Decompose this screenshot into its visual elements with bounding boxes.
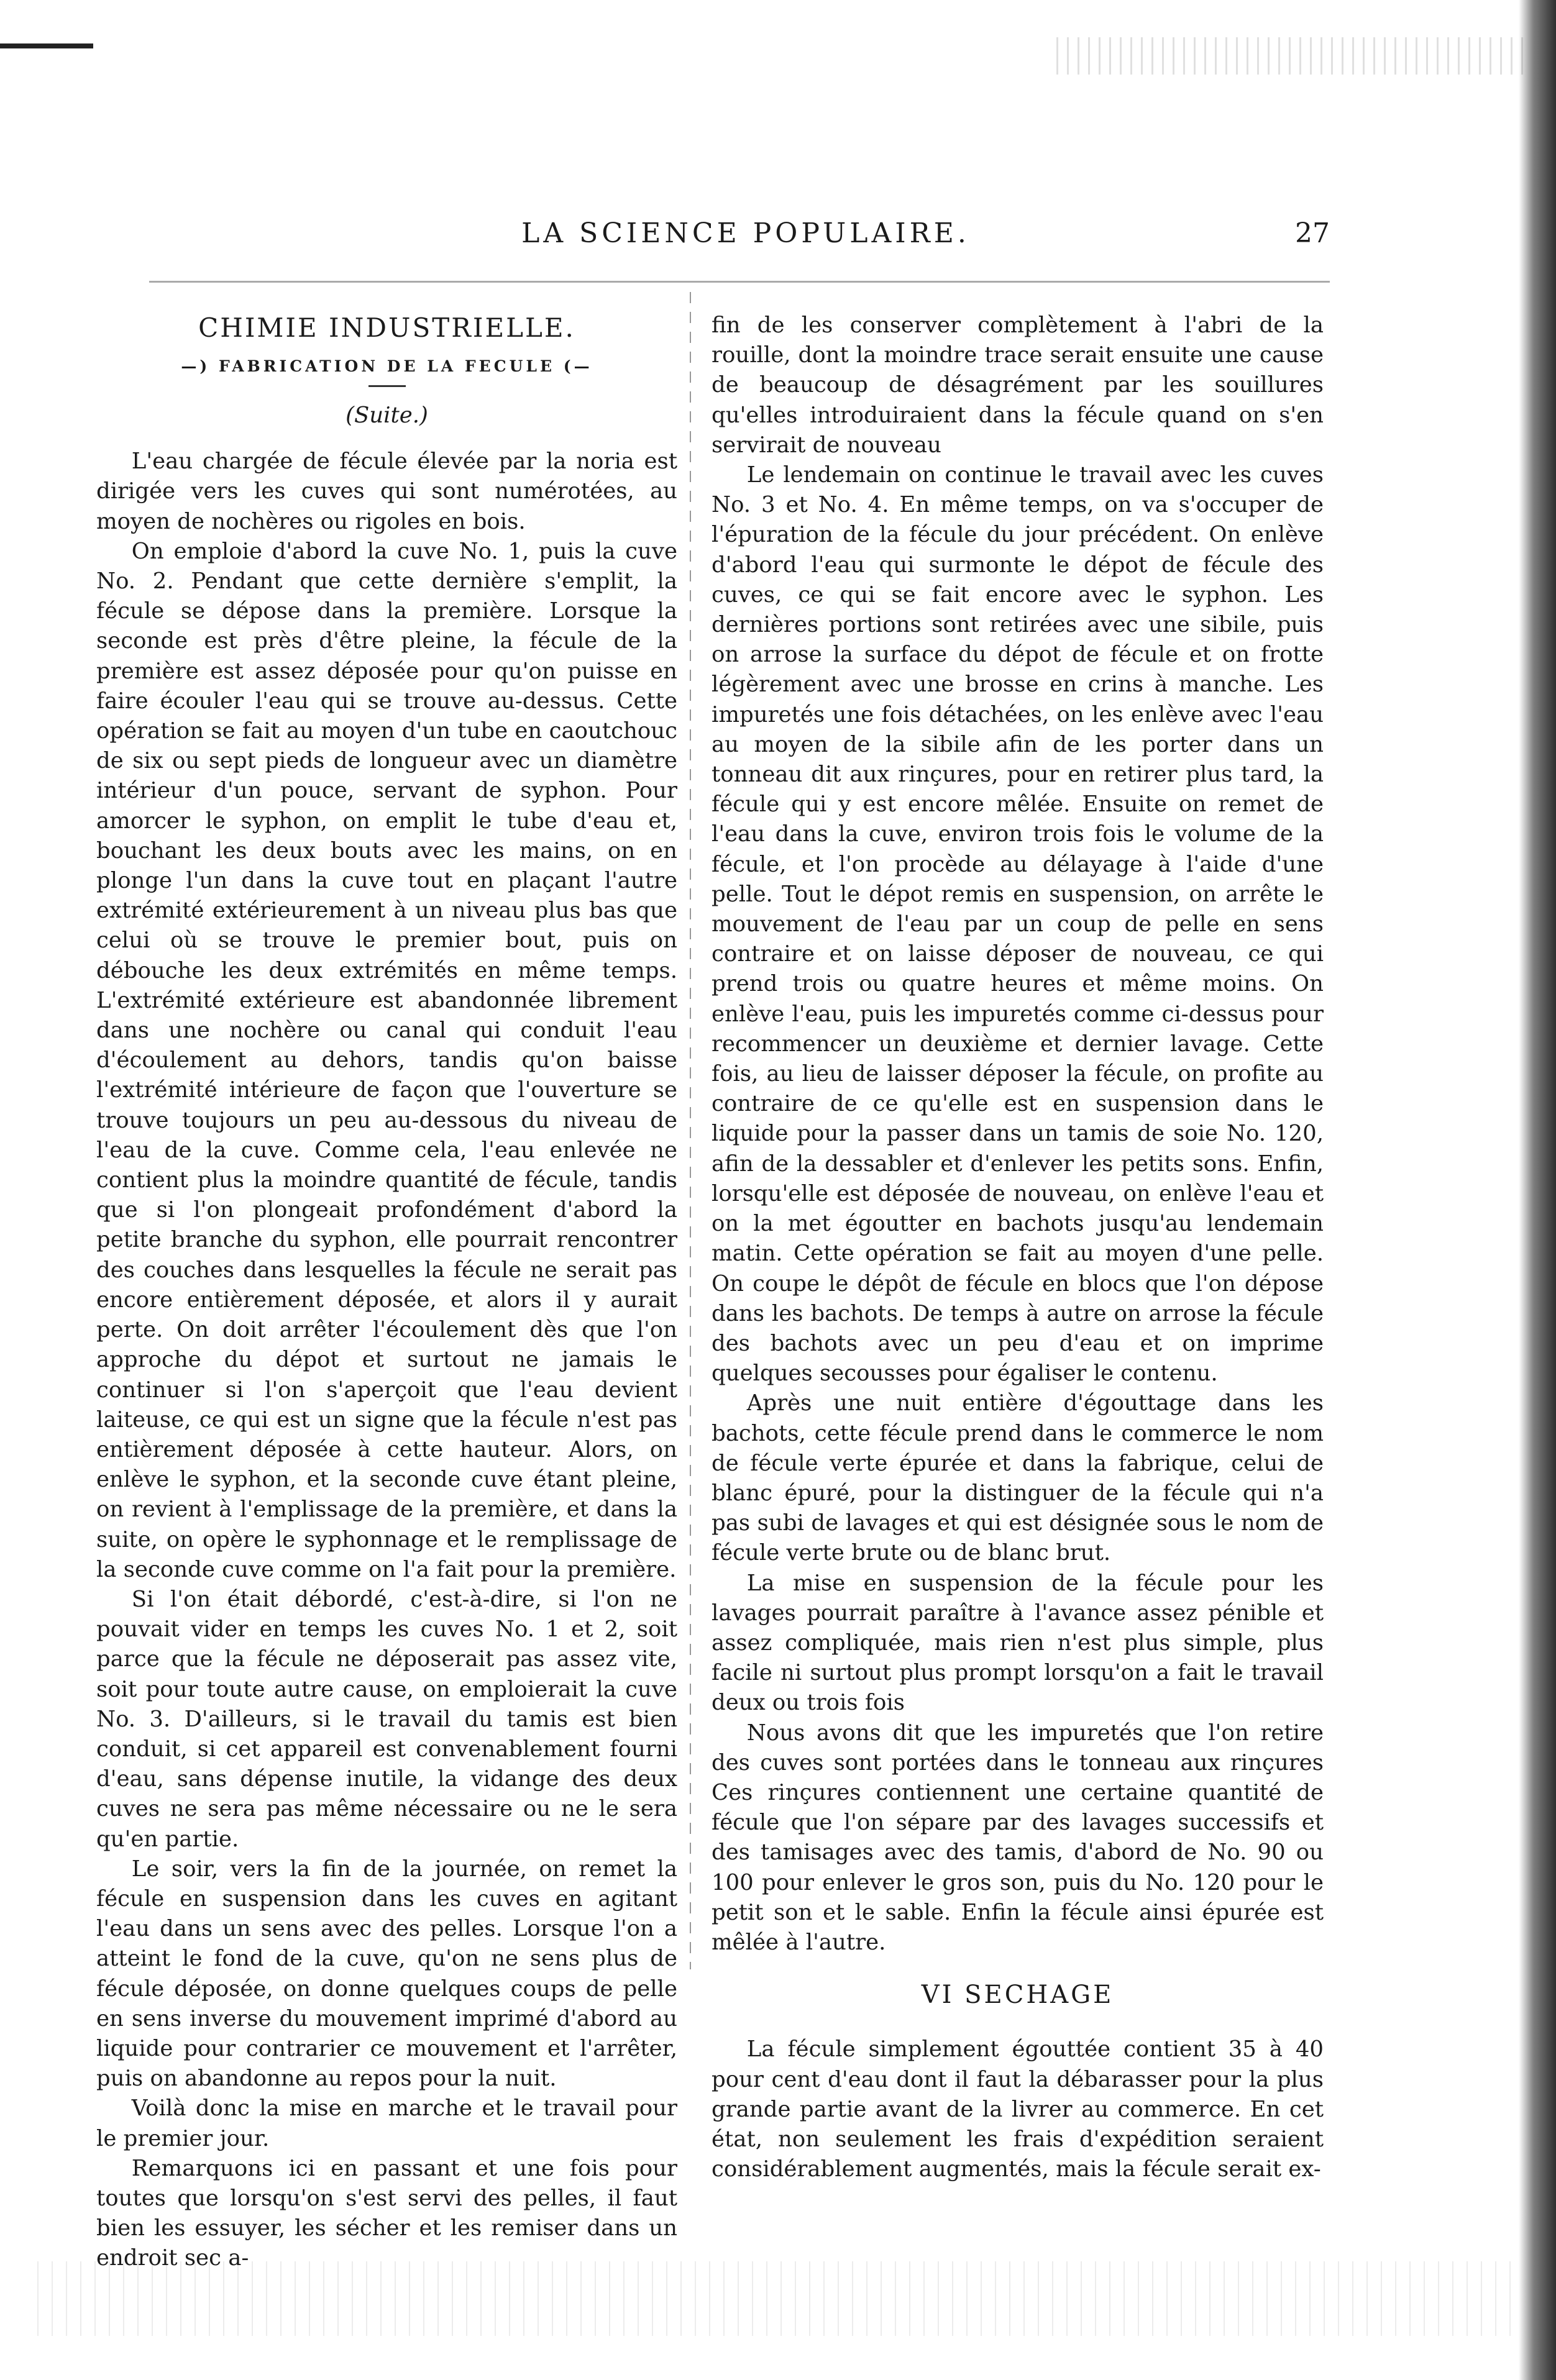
page-number: 27 bbox=[1295, 217, 1330, 249]
paragraph: La mise en suspension de la fécule pour les lavages pourrait paraître à l'avance assez pénible et assez compliquée, mais rien n'est plus simple, plus facile ni surtout plus prompt lorsqu'on a fait le travail deux ou trois fois bbox=[712, 1570, 1324, 1716]
paragraph: Nous avons dit que les impuretés que l'on retire des cuves sont portées dans le tonneau aux rinçures Ces rinçures contiennent une certaine quantité de fécule que l'on sépare par des lavages successifs et des tamisages avec des tamis, d'abord de No. 90 ou 100 pour enlever le gros son, puis du No. 120 pour le petit son et le sable. Enfin la fécule ainsi épurée est mêlée à l'autre. bbox=[712, 1720, 1324, 1955]
paragraph: Le soir, vers la fin de la journée, on remet la fécule en suspension dans les cuves en agitant l'eau dans un sens avec des pelles. Lorsque l'on a atteint le fond de la cuve, qu'on ne sens plus de fécule déposée, on donne quelques coups de pelle en sens inverse du mouvement imprimé d'abord au liquide pour contrarier ce mouvement et l'arrêter, puis on abandonne au repos pour la nuit. bbox=[96, 1856, 677, 2092]
subsection-title: VI SECHAGE bbox=[921, 1981, 1114, 2010]
right-column bbox=[712, 311, 1324, 2184]
continued-note: (Suite.) bbox=[346, 403, 428, 428]
paragraph: L'eau chargée de fécule élevée par la noria est dirigée vers les cuves qui sont numérotées, au moyen de nochères ou rigoles en bois. bbox=[96, 449, 677, 534]
section-title: CHIMIE INDUSTRIELLE. bbox=[198, 312, 575, 343]
journal-title: LA SCIENCE POPULAIRE. bbox=[521, 217, 970, 249]
column-divider bbox=[690, 292, 691, 1969]
paragraph: Remarquons ici en passant et une fois pour toutes que lorsqu'on s'est servi des pelles, il faut bien les essuyer, les sécher et les remiser dans un endroit sec a- bbox=[96, 2155, 677, 2271]
running-head bbox=[0, 217, 1556, 261]
scan-corner-mark bbox=[0, 43, 93, 48]
scan-noise-top bbox=[1056, 37, 1529, 75]
paragraph: Après une nuit entière d'égouttage dans les bachots, cette fécule prend dans le commerce le nom de fécule verte épurée et dans la fabrique, celui de blanc épuré, pour la distinguer de la fécule qui n'a pas subi de lavages et qui est désignée sous le nom de fécule verte brute ou de blanc brut. bbox=[712, 1390, 1324, 1566]
scan-dark-edge bbox=[1519, 0, 1556, 2380]
left-column bbox=[96, 311, 677, 2274]
article-subtitle: —) FABRICATION DE LA FECULE (— bbox=[181, 357, 593, 375]
title-rule bbox=[368, 385, 406, 387]
header-rule bbox=[149, 281, 1330, 283]
paragraph: La fécule simplement égouttée contient 35 à 40 pour cent d'eau dont il faut la débarasser pour la plus grande partie avant de la livrer au commerce. En cet état, non seulement les frais d'expédition seraient considérablement augmentés, mais la fécule serait ex- bbox=[712, 2036, 1324, 2182]
paragraph: Le lendemain on continue le travail avec les cuves No. 3 et No. 4. En même temps, on va s'occuper de l'épuration de la fécule du jour précédent. On enlève d'abord l'eau qui surmonte le dépot de fécule des cuves, ce qui se fait encore avec le syphon. Les dernières portions sont retirées avec une sibile, puis on arrose la surface du dépot de fécule et on frotte légèrement avec une brosse en crins à manche. Les impuretés une fois détachées, on les enlève avec l'eau au moyen de la sibile afin de les porter dans un tonneau dit aux rinçures, pour en retirer plus tard, la fécule qui y est encore mêlée. Ensuite on remet de l'eau dans la cuve, environ trois fois le volume de la fécule, et l'on procède au délayage à l'aide d'une pelle. Tout le dépot remis en suspension, on arrête le mouvement de l'eau par un coup de pelle en sens contraire et on laisse déposer de nouveau, ce qui prend trois ou quatre heures et même moins. On enlève l'eau, puis les impuretés comme ci-dessus pour recommencer un deuxième et dernier lavage. Cette fois, au lieu de laisser déposer la fécule, on profite au contraire de ce qu'elle est en suspension dans le liquide pour la passer dans un tamis de soie No. 120, afin de la dessabler et d'enlever les petits sons. Enfin, lorsqu'elle est déposée de nouveau, on enlève l'eau et on la met égoutter en bachots jusqu'au lendemain matin. Cette opération se fait au moyen d'une pelle. On coupe le dépôt de fécule en blocs que l'on dépose dans les bachots. De temps à autre on arrose la fécule des bachots avec un peu d'eau et on imprime quelques secousses pour égaliser le contenu. bbox=[712, 462, 1324, 1387]
paragraph: On emploie d'abord la cuve No. 1, puis la cuve No. 2. Pendant que cette dernière s'emplit, la fécule se dépose dans la première. Lorsque la seconde est près d'être pleine, la fécule de la première est assez déposée pour qu'on puisse en faire écouler l'eau qui se trouve au-dessus. Cette opération se fait au moyen d'un tube en caoutchouc de six ou sept pieds de longueur avec un diamètre intérieur d'un pouce, servant de syphon. Pour amorcer le syphon, on emplit le tube d'eau et, bouchant les deux bouts avec les mains, on en plonge l'un dans la cuve tout en plaçant l'autre extrémité extérieurement à un niveau plus bas que celui où se trouve le premier bout, puis on débouche les deux extrémités en même temps. L'extrémité extérieure est abandonnée librement dans une nochère ou canal qui conduit l'eau d'écoulement au dehors, tandis qu'on baisse l'extrémité intérieure de façon que l'ouverture se trouve toujours un peu au-dessous du niveau de l'eau de la cuve. Comme cela, l'eau enlevée ne contient plus la moindre quantité de fécule, tandis que si l'on plongeait profondément d'abord la petite branche du syphon, elle pourrait rencontrer des couches dans lesquelles la fécule ne serait pas encore entièrement déposée, et alors il y aurait perte. On doit arrêter l'écoulement dès que l'on approche du dépot et surtout ne jamais le continuer si l'on s'aperçoit que l'eau devient laiteuse, ce qui est un signe que la fécule n'est pas entièrement déposée à cette hauteur. Alors, on enlève le syphon, et la seconde cuve étant pleine, on revient à l'emplissage de la première, et dans la suite, on opère le syphonnage et le remplissage de la seconde cuve comme on l'a fait pour la première. bbox=[96, 538, 677, 1582]
paragraph: fin de les conserver complètement à l'abri de la rouille, dont la moindre trace serait ensuite une cause de beaucoup de désagrément par les souillures qu'elles introduiraient dans la fécule quand on s'en servirait de nouveau bbox=[712, 312, 1324, 458]
paragraph: Voilà donc la mise en marche et le travail pour le premier jour. bbox=[96, 2095, 677, 2151]
paragraph: Si l'on était débordé, c'est-à-dire, si l'on ne pouvait vider en temps les cuves No. 1 et 2, soit parce que la fécule ne déposerait pas assez vite, soit pour toute autre cause, on emploierait la cuve No. 3. D'ailleurs, si le travail du tamis est bien conduit, si cet appareil est convenablement fourni d'eau, sans dépense inutile, la vidange des deux cuves ne sera pas même nécessaire ou ne le sera qu'en partie. bbox=[96, 1586, 677, 1852]
